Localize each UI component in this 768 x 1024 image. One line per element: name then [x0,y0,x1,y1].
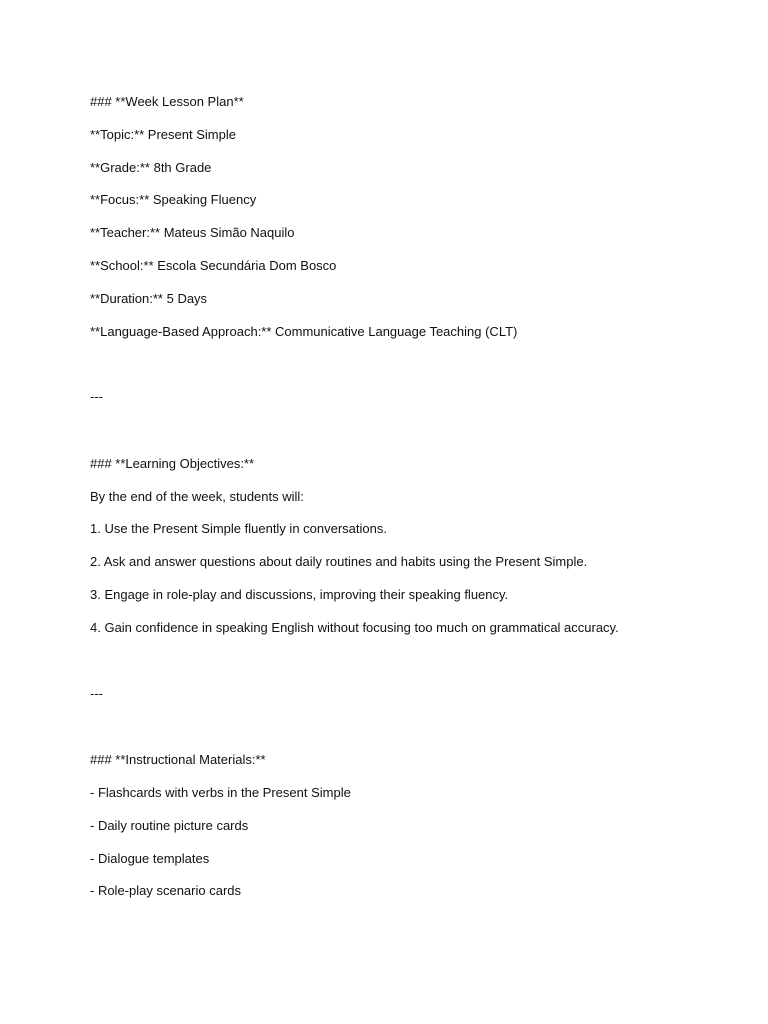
material-item: - Daily routine picture cards [90,818,249,833]
section-separator: --- [90,686,103,701]
material-item: - Role-play scenario cards [90,883,242,898]
school-line: **School:** Escola Secundária Dom Bosco [90,258,337,273]
duration-line: **Duration:** 5 Days [90,291,208,306]
teacher-line: **Teacher:** Mateus Simão Naquilo [90,225,295,240]
learning-objectives-heading: ### **Learning Objectives:** [90,456,255,471]
objective-item: 2. Ask and answer questions about daily routines and habits using the Present Simple. [90,554,588,569]
instructional-materials-heading: ### **Instructional Materials:** [90,752,266,767]
lesson-plan-heading: ### **Week Lesson Plan** [90,94,244,109]
approach-line: **Language-Based Approach:** Communicative Language Teaching (CLT) [90,324,518,339]
grade-line: **Grade:** 8th Grade [90,160,212,175]
material-item: - Dialogue templates [90,851,210,866]
objective-item: 3. Engage in role-play and discussions, improving their speaking fluency. [90,587,509,602]
objective-item: 1. Use the Present Simple fluently in conversations. [90,521,387,536]
focus-line: **Focus:** Speaking Fluency [90,192,257,207]
topic-line: **Topic:** Present Simple [90,127,236,142]
material-item: - Flashcards with verbs in the Present Simple [90,785,351,800]
section-separator: --- [90,389,103,404]
objective-item: 4. Gain confidence in speaking English without focusing too much on grammatical accuracy. [90,620,619,635]
objectives-intro: By the end of the week, students will: [90,489,304,504]
